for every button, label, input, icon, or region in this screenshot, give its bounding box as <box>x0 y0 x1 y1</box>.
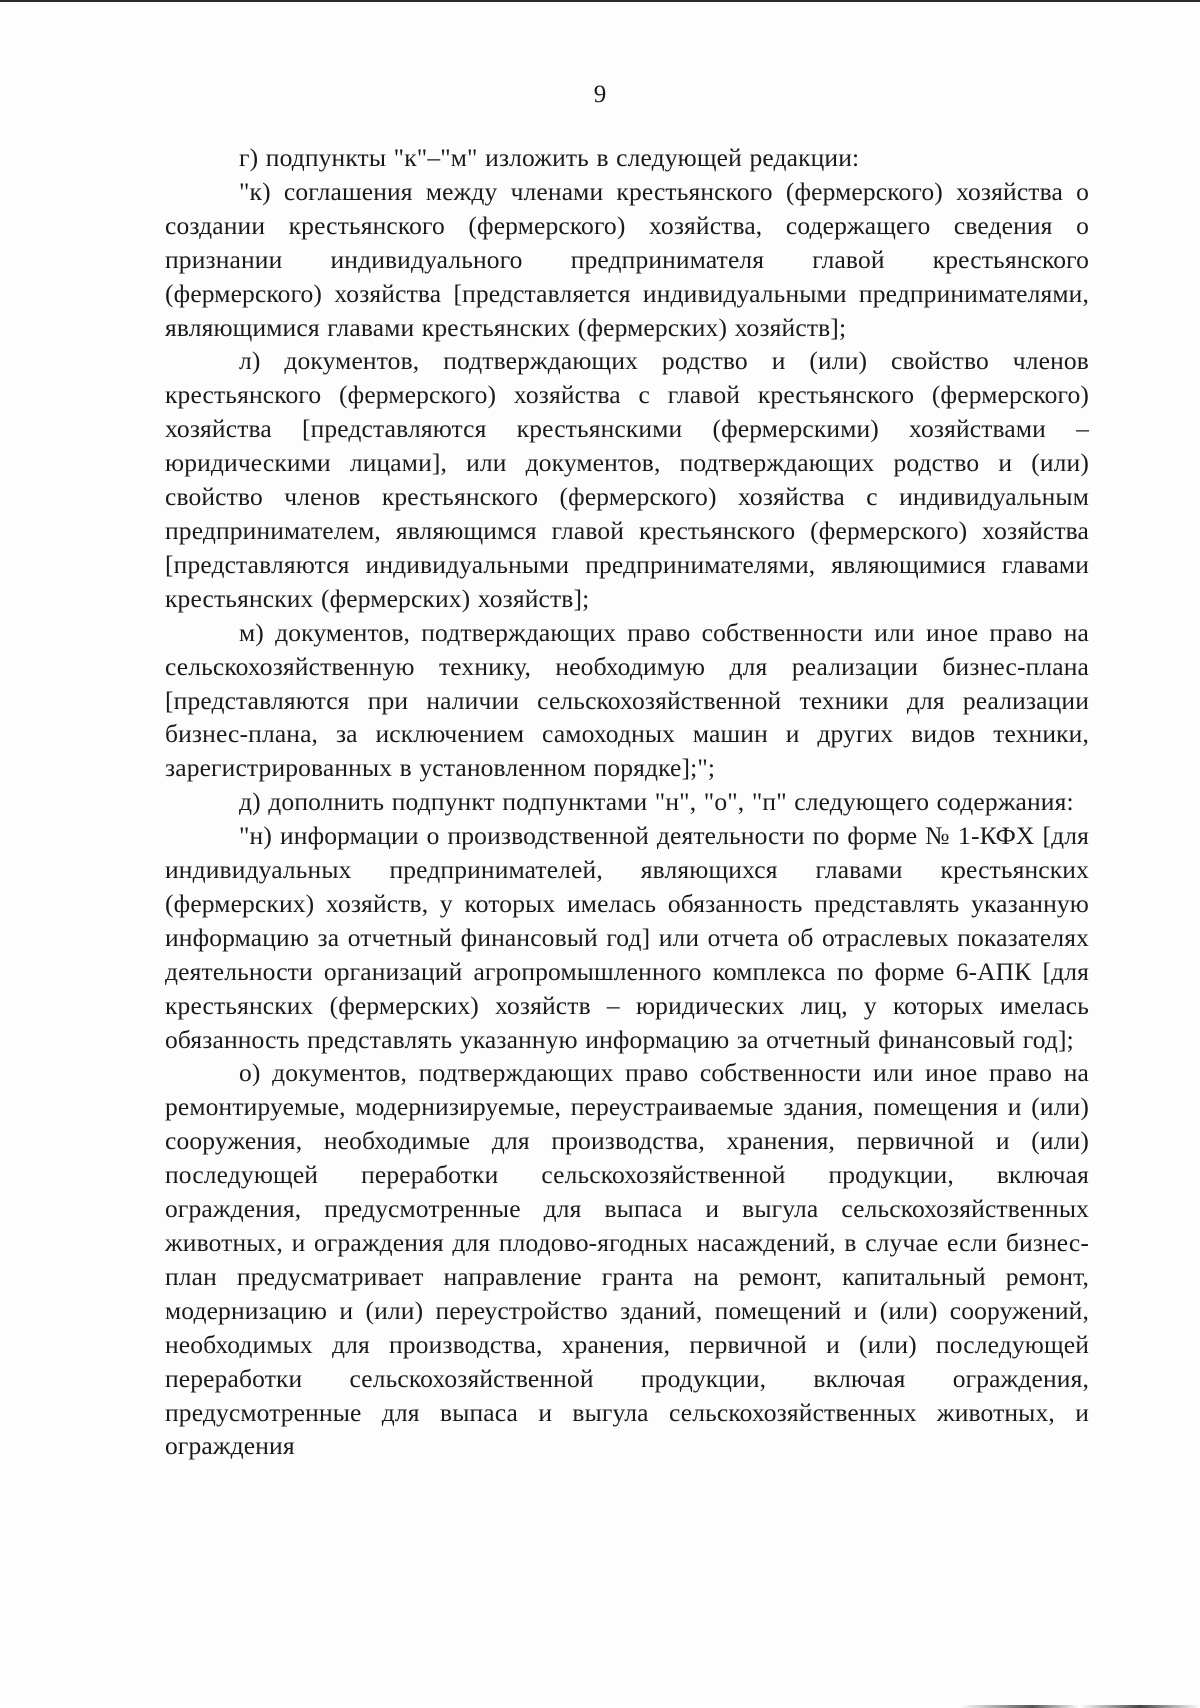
page-number: 9 <box>593 81 607 108</box>
scan-edge-top <box>0 0 1200 2</box>
paragraph-d: д) дополнить подпункт подпунктами "н", "о", "п" следующего содержания: <box>239 787 1074 817</box>
paragraph-o: о) документов, подтверждающих право собственности или иное право на ремонтируемые, модернизируемые, переустраиваемые здания, помещения и (или) сооружения, необходимые для производства, хранения, первичной и (или) последующей переработки сельскохозяйственной продукции, включая ограждения, предусмотренные для выпаса и выгула сельскохозяйственных животных, и ограждения для плодово-ягодных насаждений, в случае если бизнес-план предусматривает направление гранта на ремонт, капитальный ремонт, модернизацию и (или) переустройство зданий, помещений и (или) сооружений, необходимых для производства, хранения, первичной и (или) последующей переработки сельскохозяйственной продукции, включая ограждения, предусмотренные для выпаса и выгула сельскохозяйственных животных, и ограждения <box>165 1058 1089 1461</box>
paragraph-l: л) документов, подтверждающих родство и (или) свойство членов крестьянского (фермерского) хозяйства с главой крестьянского (фермерского) хозяйства [представляются крестьянскими (фермерскими) хозяйствами – юридическими лицами], или документов, подтверждающих родство и (или) свойство членов крестьянского (фермерского) хозяйства с индивидуальным предпринимателем, являющимся главой крестьянского (фермерского) хозяйства [представляются индивидуальными предпринимателями, являющимися главами крестьянских (фермерских) хозяйств]; <box>165 346 1089 613</box>
paragraph-g: г) подпункты "к"–"м" изложить в следующей редакции: <box>239 143 860 172</box>
paragraph-n: "н) информации о производственной деятельности по форме № 1-КФХ [для индивидуальных предпринимателей, являющихся главами крестьянских (фермерских) хозяйств, у которых имелась обязанность представлять указанную информацию за отчетный финансовый год] или отчета об отраслевых показателях деятельности организаций агропромышленного комплекса по форме 6-АПК [для крестьянских (фермерских) хозяйств – юридических лиц, у которых имелась обязанность представлять указанную информацию за отчетный финансовый год]; <box>165 821 1089 1054</box>
document-body <box>165 141 1089 1463</box>
paragraph-m: м) документов, подтверждающих право собственности или иное право на сельскохозяйственную технику, необходимую для реализации бизнес-плана [представляются при наличии сельскохозяйственной техники для реализации бизнес-плана, за исключением самоходных машин и других видов техники, зарегистрированных в установленном порядке];"; <box>165 617 1089 783</box>
paragraph-k: "к) соглашения между членами крестьянского (фермерского) хозяйства о создании крестьянского (фермерского) хозяйства, содержащего сведения о признании индивидуального предпринимателя главой крестьянского (фермерского) хозяйства [представляется индивидуальными предпринимателями, являющимися главами крестьянских (фермерских) хозяйств]; <box>165 176 1089 342</box>
